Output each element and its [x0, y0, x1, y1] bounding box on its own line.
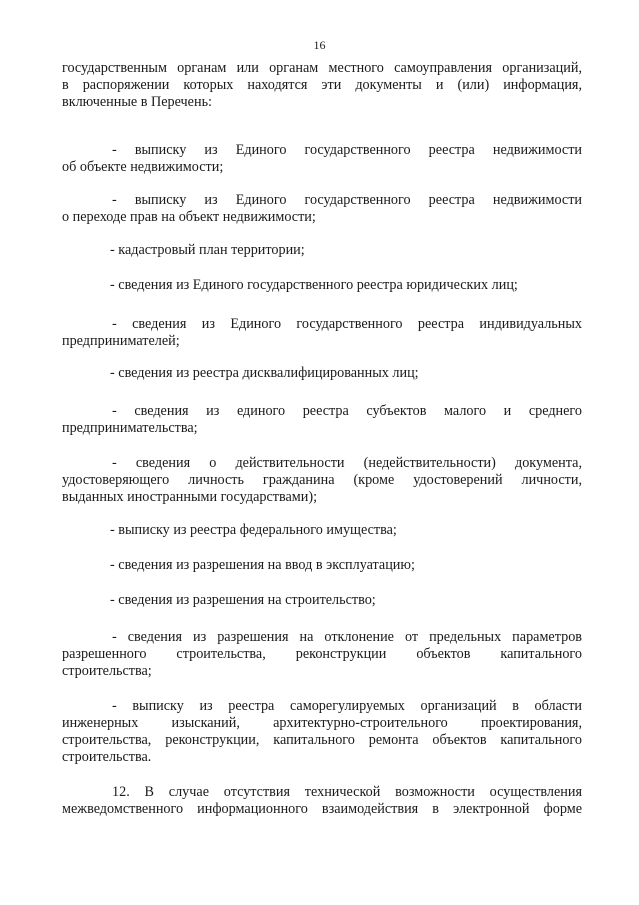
- list-item: [62, 242, 582, 259]
- text-line: предпринимателей;: [62, 333, 180, 349]
- list-item: [62, 403, 582, 437]
- text-line: - сведения из разрешения на ввод в эксплуатацию;: [110, 557, 415, 573]
- text-line: - сведения из разрешения на отклонение от предельных параметров: [112, 629, 582, 645]
- list-item: [62, 592, 582, 609]
- text-line: выданных иностранными государствами);: [62, 489, 318, 505]
- page-number: 16: [313, 38, 326, 52]
- intro-paragraph: [62, 60, 582, 111]
- list-item: [62, 698, 582, 766]
- text-line: - выписку из реестра федерального имущества;: [110, 522, 397, 538]
- text-line: государственным органам или органам местного самоуправления организаций,: [62, 60, 582, 76]
- text-line: - сведения из реестра дисквалифицированных лиц;: [110, 365, 419, 381]
- text-line: - выписку из реестра саморегулируемых организаций в области: [112, 698, 582, 714]
- list-item: [62, 277, 582, 294]
- text-line: об объекте недвижимости;: [62, 159, 224, 175]
- list-item: [62, 365, 582, 382]
- text-line: - сведения из Единого государственного реестра индивидуальных: [112, 316, 582, 332]
- text-line: - сведения из разрешения на строительство;: [110, 592, 376, 608]
- text-line: 12. В случае отсутствия технической возможности осуществления: [112, 784, 582, 800]
- text-line: строительства, реконструкции, капитального ремонта объектов капитального: [62, 732, 582, 748]
- text-line: строительства;: [62, 663, 152, 679]
- list-item: [62, 557, 582, 574]
- list-item: [62, 629, 582, 680]
- text-line: в распоряжении которых находятся эти документы и (или) информация,: [62, 77, 582, 93]
- section-paragraph-12: [62, 784, 582, 818]
- text-line: - выписку из Единого государственного реестра недвижимости: [112, 192, 582, 208]
- text-line: разрешенного строительства, реконструкции объектов капитального: [62, 646, 582, 662]
- list-item: [62, 192, 582, 226]
- list-item: [62, 455, 582, 506]
- text-line: - сведения из Единого государственного реестра юридических лиц;: [110, 277, 518, 293]
- text-line: - сведения из единого реестра субъектов малого и среднего: [112, 403, 582, 419]
- text-line: - сведения о действительности (недействительности) документа,: [112, 455, 582, 471]
- text-line: включенные в Перечень:: [62, 94, 212, 110]
- text-line: строительства.: [62, 749, 152, 765]
- list-item: [62, 522, 582, 539]
- text-line: о переходе прав на объект недвижимости;: [62, 209, 316, 225]
- text-line: - выписку из Единого государственного реестра недвижимости: [112, 142, 582, 158]
- text-line: - кадастровый план территории;: [110, 242, 305, 258]
- text-line: удостоверяющего личность гражданина (кроме удостоверений личности,: [62, 472, 582, 488]
- text-line: межведомственного информационного взаимодействия в электронной форме: [62, 801, 582, 817]
- list-item: [62, 142, 582, 176]
- text-line: предпринимательства;: [62, 420, 198, 436]
- list-item: [62, 316, 582, 350]
- text-line: инженерных изысканий, архитектурно-строительного проектирования,: [62, 715, 582, 731]
